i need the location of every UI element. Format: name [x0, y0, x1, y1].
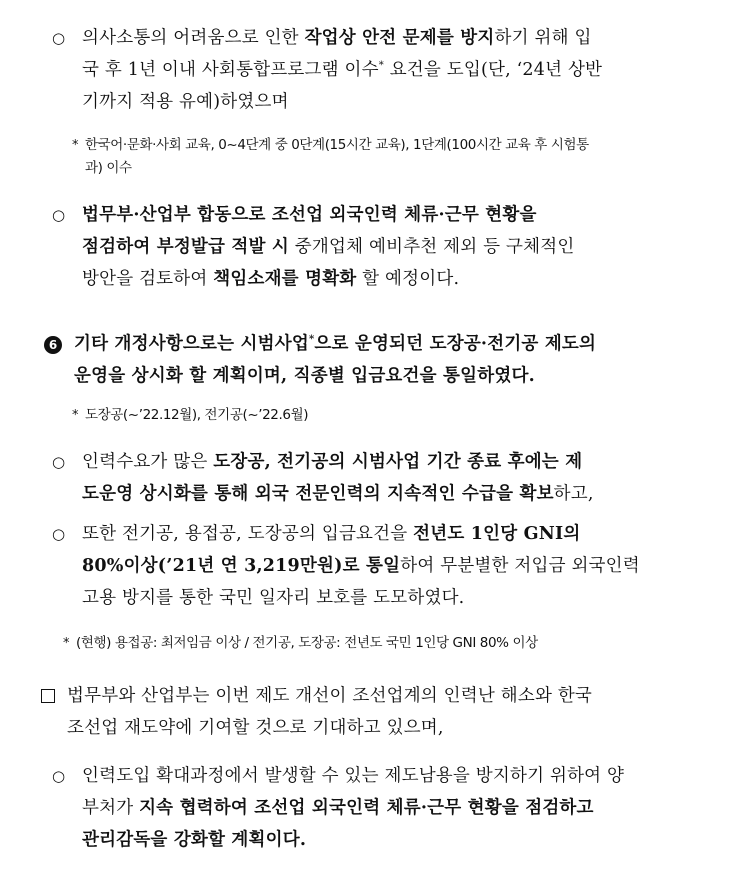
- circle-bullet-icon: ○: [52, 525, 66, 543]
- text-line: 의사소통의 어려움으로 인한 작업상 안전 문제를 방지하기 위해 입: [82, 28, 592, 48]
- text-line: 법무부와 산업부는 이번 제도 개선이 조선업계의 인력난 해소와 한국: [67, 686, 593, 706]
- number-6-badge: 6: [44, 336, 62, 354]
- paragraph-inspection: [52, 199, 702, 295]
- text-line: 인력도입 확대과정에서 발생할 수 있는 제도남용을 방지하기 위하여 양: [82, 766, 625, 786]
- paragraph-other-revisions: [74, 328, 704, 392]
- paragraph-supervision: [52, 760, 702, 856]
- text-line: 법무부·산업부 합동으로 조선업 외국인력 체류·근무 현황을: [82, 205, 537, 225]
- circle-bullet-icon: ○: [52, 767, 66, 785]
- footnote-korean-education: [72, 134, 692, 180]
- circle-bullet-icon: ○: [52, 453, 66, 471]
- text-line: 국 후 1년 이내 사회통합프로그램 이수* 요건을 도입(단, ‘24년 상반: [82, 60, 603, 80]
- text-line: 인력수요가 많은 도장공, 전기공의 시범사업 기간 종료 후에는 제: [82, 452, 583, 472]
- text-line: 80%이상(’21년 연 3,219만원)로 통일하여 무분별한 저입금 외국인력: [82, 556, 640, 576]
- asterisk-icon: *: [72, 138, 79, 153]
- paragraph-expectation: [67, 680, 707, 744]
- text-line: 조선업 재도약에 기여할 것으로 기대하고 있으며,: [67, 718, 444, 738]
- text-line: (현행) 용접공: 최저임금 이상 / 전기공, 도장공: 전년도 국민 1인당 GNI 80% 이상: [76, 635, 538, 651]
- text-line: 한국어·문화·사회 교육, 0~4단계 중 0단계(15시간 교육), 1단계(100시간 교육 후 시험통: [85, 137, 589, 153]
- footnote-pilot-period: [72, 404, 692, 427]
- paragraph-permanent-operation: [52, 446, 702, 510]
- text-line: 도운영 상시화를 통해 외국 전문인력의 지속적인 수급을 확보하고,: [82, 484, 594, 504]
- circle-bullet-icon: ○: [52, 206, 66, 224]
- text-line: 기까지 적용 유예)하였으며: [82, 92, 289, 112]
- asterisk-icon: *: [63, 636, 70, 651]
- paragraph-wage-requirement: [52, 518, 702, 614]
- asterisk-icon: *: [72, 408, 79, 423]
- text-line: 운영을 상시화 할 계획이며, 직종별 입금요건을 통일하였다.: [74, 366, 535, 386]
- text-line: 과) 이수: [85, 160, 132, 176]
- text-line: 또한 전기공, 용접공, 도장공의 입금요건을 전년도 1인당 GNI의: [82, 524, 581, 544]
- square-bullet-icon: [41, 689, 55, 703]
- text-line: 관리감독을 강화할 계획이다.: [82, 830, 307, 850]
- text-line: 고용 방지를 통한 국민 일자리 보호를 도모하였다.: [82, 588, 465, 608]
- paragraph-safety: [52, 22, 702, 118]
- footnote-current-wage: [63, 632, 703, 655]
- text-line: 점검하여 부정발급 적발 시 중개업체 예비추천 제외 등 구체적인: [82, 237, 575, 257]
- text-line: 방안을 검토하여 책임소재를 명확화 할 예정이다.: [82, 269, 460, 289]
- text-line: 기타 개정사항으로는 시범사업*으로 운영되던 도장공·전기공 제도의: [74, 334, 597, 354]
- text-line: 도장공(~’22.12월), 전기공(~’22.6월): [85, 407, 309, 423]
- circle-bullet-icon: ○: [52, 29, 66, 47]
- text-line: 부처가 지속 협력하여 조선업 외국인력 체류·근무 현황을 점검하고: [82, 798, 594, 818]
